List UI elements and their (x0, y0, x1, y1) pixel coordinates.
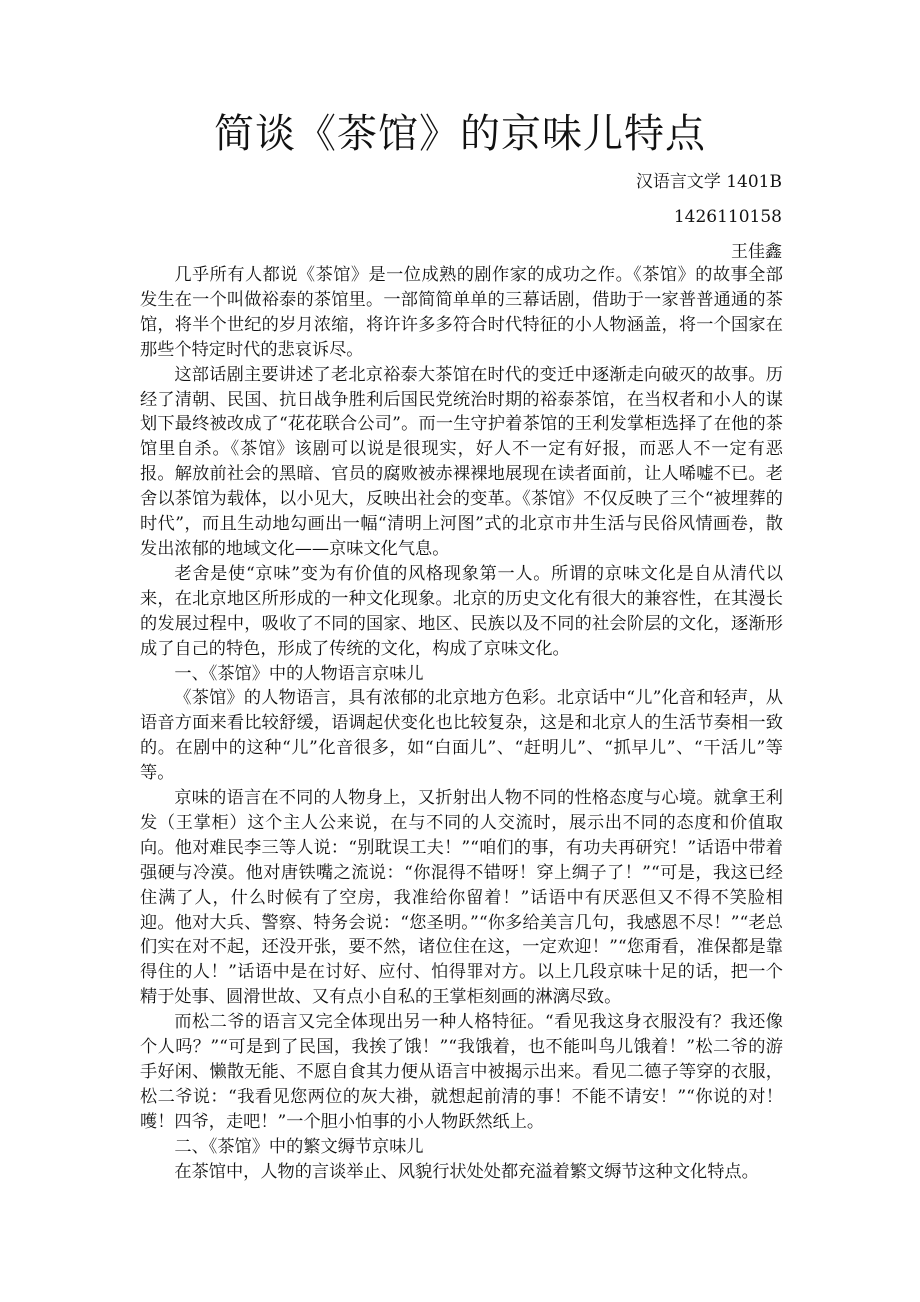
class-line: 汉语言文学 1401B (635, 172, 782, 192)
paragraph-etiquette: 在茶馆中，人物的言谈举止、风貌行状处处都充溢着繁文缛节这种文化特点。 (174, 1161, 759, 1182)
paragraph-language: 《茶馆》的人物语言，具有浓郁的北京地方色彩。北京话中“儿”化音和轻声，从语音方面来看比较舒缓，语调起伏变化也比较复杂，这是和北京人的生活节奏相一致的。在剧中的这种“儿”化音很多，如“白面儿”、“赶明儿”、“抓早儿”、“干活儿”等等。 (140, 688, 783, 784)
student-id: 1426110158 (673, 207, 782, 227)
paragraph-wang-lifa: 京味的语言在不同的人物身上，又折射出人物不同的性格态度与心境。就拿王利发（王掌柜）这个主人公来说，在与不同的人交流时，展示出不同的态度和价值取向。他对难民李三等人说：“别耽误工夫！”“咱们的事，有功夫再研究！”话语中带着强硬与冷漠。他对唐铁嘴之流说：“你混得不错呀！穿上绸子了！”“可是，我这已经住满了人，什么时候有了空房，我准给你留着！”话语中有厌恶但又不得不笑脸相迎。他对大兵、警察、特务会说：“您圣明。”“你多给美言几句，我感恩不尽！”“老总们实在对不起，还没开张，要不然，诸位住在这，一定欢迎！”“您甭看，准保都是靠得住的人！”话语中是在讨好、应付、怕得罪对方。以上几段京味十足的话，把一个精于处事、圆滑世故、又有点小自私的王掌柜刻画的淋漓尽致。 (140, 788, 783, 1008)
section-heading-1: 一、《茶馆》中的人物语言京味儿 (174, 663, 424, 684)
paragraph-intro: 几乎所有人都说《茶馆》是一位成熟的剧作家的成功之作。《茶馆》的故事全部发生在一个叫做裕泰的茶馆里。一部简简单单的三幕话剧，借助于一家普普通通的茶馆，将半个世纪的岁月浓缩，将许许多多符合时代特征的小人物涵盖，将一个国家在那些个特定时代的悲哀诉尽。 (140, 265, 783, 360)
document-title: 简谈《茶馆》的京味儿特点 (214, 111, 706, 157)
paragraph-plot: 这部话剧主要讲述了老北京裕泰大茶馆在时代的变迁中逐渐走向破灭的故事。历经了清朝、民国、抗日战争胜利后国民党统治时期的裕泰茶馆，在当权者和小人的谋划下最终被改成了“花花联合公司”。而一生守护着茶馆的王利发掌柜选择了在他的茶馆里自杀。《茶馆》该剧可以说是很现实，好人不一定有好报，而恶人不一定有恶报。解放前社会的黑暗、官员的腐败被赤裸裸地展现在读者面前，让人唏嘘不已。老舍以茶馆为载体，以小见大，反映出社会的变革。《茶馆》不仅反映了三个“被埋葬的时代”，而且生动地勾画出一幅“清明上河图”式的北京市井生活与民俗风情画卷，散发出浓郁的地域文化——京味文化气息。 (140, 364, 783, 559)
paragraph-song-erye: 而松二爷的语言又完全体现出另一种人格特征。“看见我这身衣服没有？我还像个人吗？”“可是到了民国，我挨了饿！”“我饿着，也不能叫鸟儿饿着！”松二爷的游手好闲、懒散无能、不愿自食其力便从语言中被揭示出来。看见二德子等穿的衣服，松二爷说：“我看见您两位的灰大褂，就想起前清的事！不能不请安！”“你说的对！嚄！四爷，走吧！”一个胆小怕事的小人物跃然纸上。 (140, 1012, 783, 1132)
paragraph-jingwei: 老舍是使“京味”变为有价值的风格现象第一人。所谓的京味文化是自从清代以来，在北京地区所形成的一种文化现象。北京的历史文化有很大的兼容性，在其漫长的发展过程中，吸收了不同的国家、地区、民族以及不同的社会阶层的文化，逐渐形成了自己的特色，形成了传统的文化，构成了京味文化。 (140, 563, 783, 659)
section-heading-2: 二、《茶馆》中的繁文缛节京味儿 (174, 1136, 424, 1157)
document-body (140, 263, 783, 1185)
author-name: 王佳鑫 (731, 242, 782, 262)
